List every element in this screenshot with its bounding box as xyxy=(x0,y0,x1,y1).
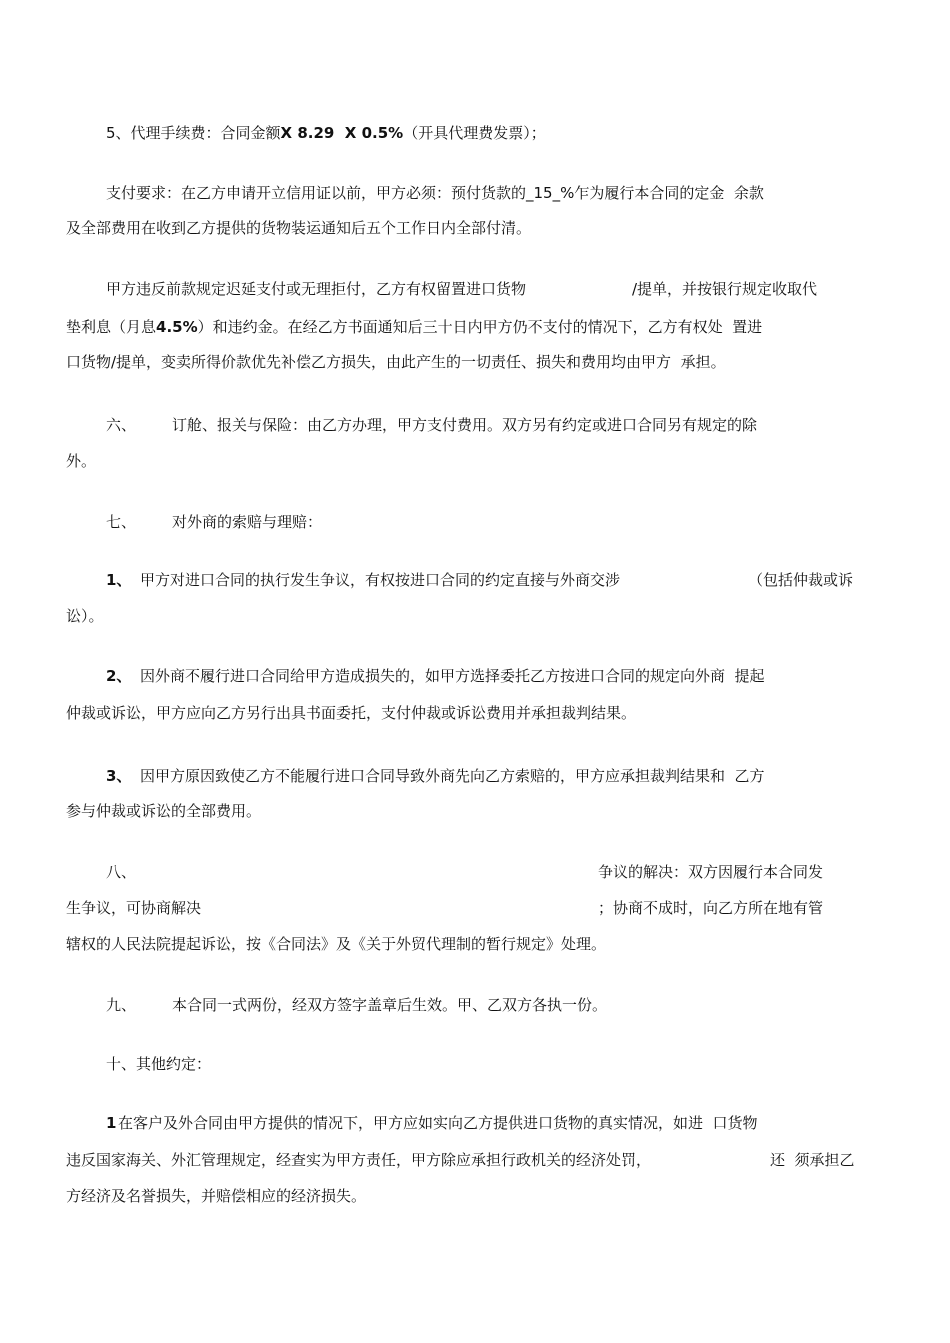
clause6-line-1: 订舱、报关与保险：由乙方办理，甲方支付费用。双方另有约定或进口合同另有规定的除 xyxy=(172,416,758,434)
clause10-title: 十、其他约定： xyxy=(106,1055,212,1073)
clause7-number: 七、 xyxy=(106,513,137,531)
payment-requirement-a: 支付要求：在乙方申请开立信用证以前， xyxy=(106,184,377,202)
clause8-line-2-left: 生争议，可协商解决 xyxy=(66,899,202,917)
breach-line-2-a: 垫利息（月息 xyxy=(66,318,157,336)
clause6-number: 六、 xyxy=(106,416,137,434)
breach-line-1-a: 甲方违反前款规定迟延支付或无理拒付，乙方有权留置进口货物 xyxy=(106,280,527,298)
breach-line-2 xyxy=(66,317,762,337)
clause7-item-1-number: 1、 xyxy=(106,571,132,589)
clause9-number: 九、 xyxy=(106,996,137,1014)
clause7-item-1-line-1: 甲方对进口合同的执行发生争议，有权按进口合同的约定直接与外商交涉 xyxy=(140,571,621,589)
clause6-line-2: 外。 xyxy=(66,452,97,470)
payment-requirement-b: 甲方必须：预付货款的_15_%乍为履行本合同的定金 余款 xyxy=(376,184,764,202)
clause7-item-3-number: 3、 xyxy=(106,767,132,785)
payment-requirement-line-1 xyxy=(106,183,764,203)
clause7-item-3-line-1: 因甲方原因致使乙方不能履行进口合同导致外商先向乙方索赔的，甲方应承担裁判结果和 乙方 xyxy=(140,767,765,785)
clause10-item-1-line-3: 方经济及名誉损失，并赔偿相应的经济损失。 xyxy=(66,1187,367,1205)
breach-interest-rate: 4.5% xyxy=(156,318,198,336)
breach-line-2-c: ）和违约金。在经乙方书面通知后三十日内甲方仍不支付的情况下，乙方有权处 置进 xyxy=(197,318,763,336)
breach-line-1 xyxy=(106,279,526,299)
payment-requirement-line-2: 及全部费用在收到乙方提供的货物装运通知后五个工作日内全部付清。 xyxy=(66,219,532,237)
breach-line-1-b: /提单，并按银行规定收取代 xyxy=(632,280,818,298)
clause5-fee-line xyxy=(106,123,546,143)
clause8-line-3: 辖权的人民法院提起诉讼，按《合同法》及《关于外贸代理制的暂行规定》处理。 xyxy=(66,935,607,953)
clause8-line-1-right: 争议的解决：双方因履行本合同发 xyxy=(598,863,824,881)
clause7-item-1-line-2: 讼）。 xyxy=(66,607,104,625)
clause8-line-2-right: ；协商不成时，向乙方所在地有管 xyxy=(598,899,824,917)
clause5-fee-prefix: 5、代理手续费：合同金额 xyxy=(106,124,281,142)
clause5-fee-expr: X 8.29 X 0.5% xyxy=(280,124,404,142)
clause10-item-1-line-2: 违反国家海关、外汇管理规定，经查实为甲方责任，甲方除应承担行政机关的经济处罚， xyxy=(66,1151,652,1169)
clause7-item-3-line-2: 参与仲裁或诉讼的全部费用。 xyxy=(66,802,262,820)
clause5-fee-suffix: （开具代理费发票）； xyxy=(403,124,546,142)
clause7-item-1-line-1-b: （包括仲裁或诉 xyxy=(748,571,854,589)
breach-line-3: 口货物/提单，变卖所得价款优先补偿乙方损失，由此产生的一切责任、损失和费用均由甲方 承担。 xyxy=(66,353,726,371)
clause7-item-2-line-1: 因外商不履行进口合同给甲方造成损失的，如甲方选择委托乙方按进口合同的规定向外商 提起 xyxy=(140,667,765,685)
clause7-item-2-line-2: 仲裁或诉讼，甲方应向乙方另行出具书面委托，支付仲裁或诉讼费用并承担裁判结果。 xyxy=(66,704,637,722)
clause8-number: 八、 xyxy=(106,863,137,881)
clause7-item-2-number: 2、 xyxy=(106,667,132,685)
clause10-item-1-line-2-b: 还 须承担乙 xyxy=(770,1151,855,1169)
clause10-item-1-line-1: 在客户及外合同由甲方提供的情况下，甲方应如实向乙方提供进口货物的真实情况，如进 口货物 xyxy=(118,1114,758,1132)
clause10-item-1-number: 1 xyxy=(106,1114,117,1132)
clause7-title: 对外商的索赔与理赔： xyxy=(172,513,323,531)
clause9-text: 本合同一式两份，经双方签字盖章后生效。甲、乙双方各执一份。 xyxy=(172,996,608,1014)
